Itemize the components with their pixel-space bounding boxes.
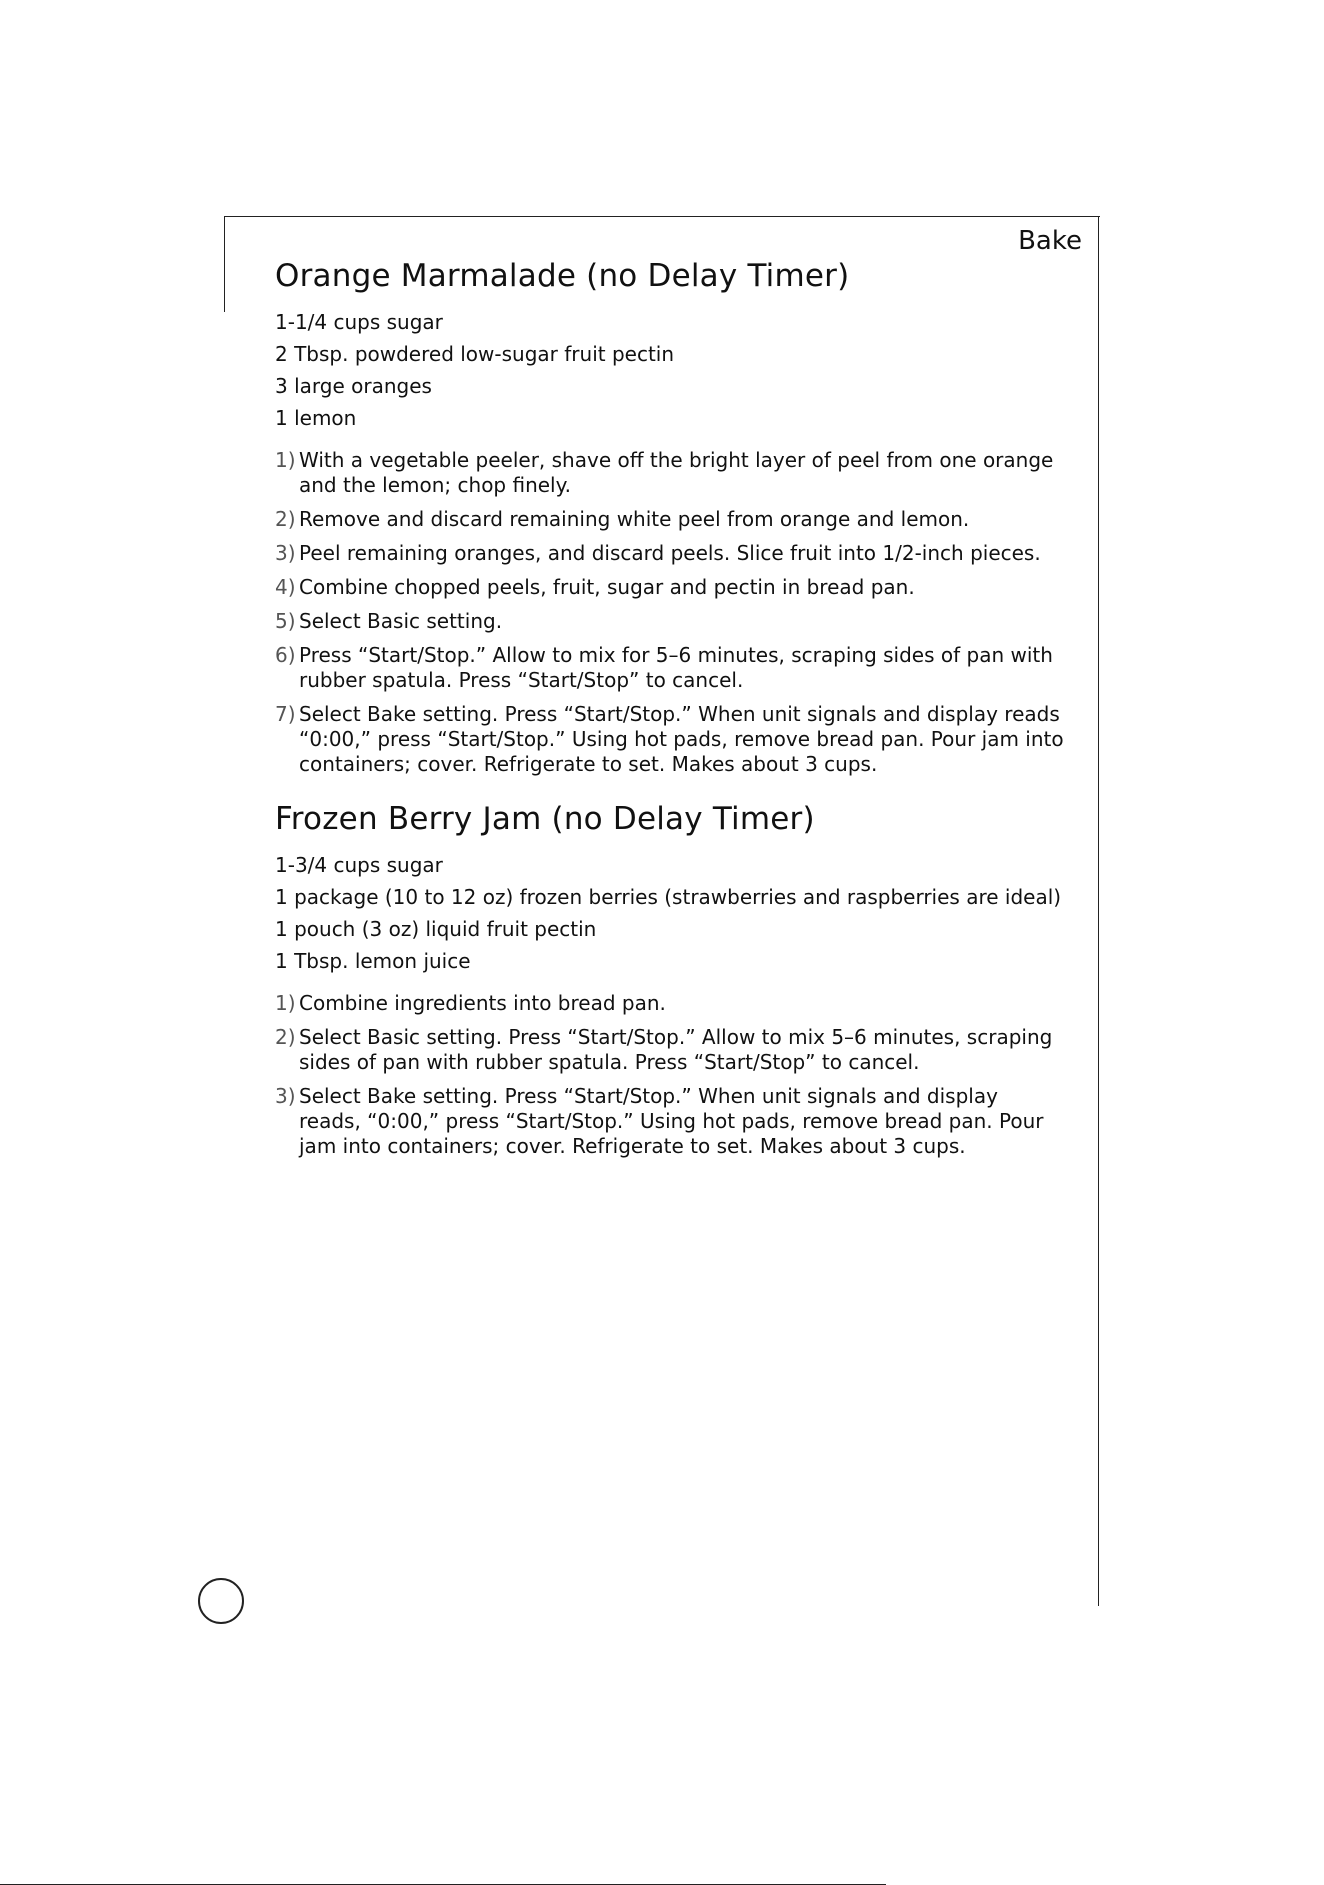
step-item bbox=[275, 1025, 1065, 1075]
step-number: 3) bbox=[275, 541, 296, 565]
ingredient-item: 2 Tbsp. powdered low-sugar fruit pectin bbox=[275, 342, 675, 366]
page-frame-top-rule bbox=[224, 216, 1100, 217]
step-list bbox=[275, 448, 1065, 777]
ingredient-list bbox=[275, 849, 1065, 977]
ingredient-item: 1 pouch (3 oz) liquid fruit pectin bbox=[275, 917, 597, 941]
step-text: Peel remaining oranges, and discard peels. Slice fruit into 1/2-inch pieces. bbox=[299, 541, 1041, 565]
recipe-title: Orange Marmalade (no Delay Timer) bbox=[275, 258, 850, 294]
page-number-circle bbox=[198, 1578, 244, 1624]
step-item bbox=[275, 643, 1065, 693]
step-number: 5) bbox=[275, 609, 296, 633]
page-frame-right-rule bbox=[1098, 216, 1099, 1606]
recipe-content bbox=[275, 256, 1065, 1168]
step-text: Select Bake setting. Press “Start/Stop.” When unit signals and display reads, “0:00,” press “Start/Stop.” Using hot pads, remove bread pan. Pour jam into containers; cover. Refrigerate to set. Makes about 3 cups. bbox=[299, 1084, 1044, 1158]
step-number: 6) bbox=[275, 643, 296, 667]
step-item bbox=[275, 609, 1065, 634]
step-item bbox=[275, 507, 1065, 532]
ingredient-item: 1-3/4 cups sugar bbox=[275, 853, 443, 877]
step-number: 7) bbox=[275, 702, 296, 726]
step-number: 1) bbox=[275, 448, 296, 472]
step-number: 4) bbox=[275, 575, 296, 599]
step-text: Combine chopped peels, fruit, sugar and pectin in bread pan. bbox=[299, 575, 915, 599]
step-number: 1) bbox=[275, 991, 296, 1015]
step-list bbox=[275, 991, 1065, 1159]
step-item bbox=[275, 991, 1065, 1016]
step-text: Select Basic setting. Press “Start/Stop.” Allow to mix 5–6 minutes, scraping sides of pan with rubber spatula. Press “Start/Stop” to cancel. bbox=[299, 1025, 1053, 1074]
step-item bbox=[275, 541, 1065, 566]
recipe-title: Frozen Berry Jam (no Delay Timer) bbox=[275, 801, 815, 837]
step-text: Remove and discard remaining white peel from orange and lemon. bbox=[299, 507, 970, 531]
ingredient-item: 1 Tbsp. lemon juice bbox=[275, 949, 471, 973]
recipe-orange-marmalade bbox=[275, 256, 1065, 777]
step-number: 3) bbox=[275, 1084, 296, 1108]
ingredient-item: 3 large oranges bbox=[275, 374, 432, 398]
page-frame-left-rule bbox=[224, 216, 225, 312]
ingredient-item: 1 lemon bbox=[275, 406, 357, 430]
step-number: 2) bbox=[275, 1025, 296, 1049]
ingredient-list bbox=[275, 306, 1065, 434]
step-item bbox=[275, 1084, 1065, 1159]
step-text: Combine ingredients into bread pan. bbox=[299, 991, 666, 1015]
step-item bbox=[275, 575, 1065, 600]
ingredient-item: 1-1/4 cups sugar bbox=[275, 310, 443, 334]
step-text: Select Bake setting. Press “Start/Stop.” When unit signals and display reads “0:00,” press “Start/Stop.” Using hot pads, remove bread pan. Pour jam into containers; cover. Refrigerate to set. Makes about 3 cups. bbox=[299, 702, 1064, 776]
step-text: With a vegetable peeler, shave off the bright layer of peel from one orange and the lemon; chop finely. bbox=[299, 448, 1054, 497]
recipe-frozen-berry-jam bbox=[275, 799, 1065, 1159]
step-text: Select Basic setting. bbox=[299, 609, 503, 633]
section-tag: Bake bbox=[1018, 226, 1082, 256]
step-item bbox=[275, 702, 1065, 777]
step-text: Press “Start/Stop.” Allow to mix for 5–6 minutes, scraping sides of pan with rubber spatula. Press “Start/Stop” to cancel. bbox=[299, 643, 1053, 692]
step-item bbox=[275, 448, 1065, 498]
step-number: 2) bbox=[275, 507, 296, 531]
ingredient-item: 1 package (10 to 12 oz) frozen berries (strawberries and raspberries are ideal) bbox=[275, 885, 1062, 909]
